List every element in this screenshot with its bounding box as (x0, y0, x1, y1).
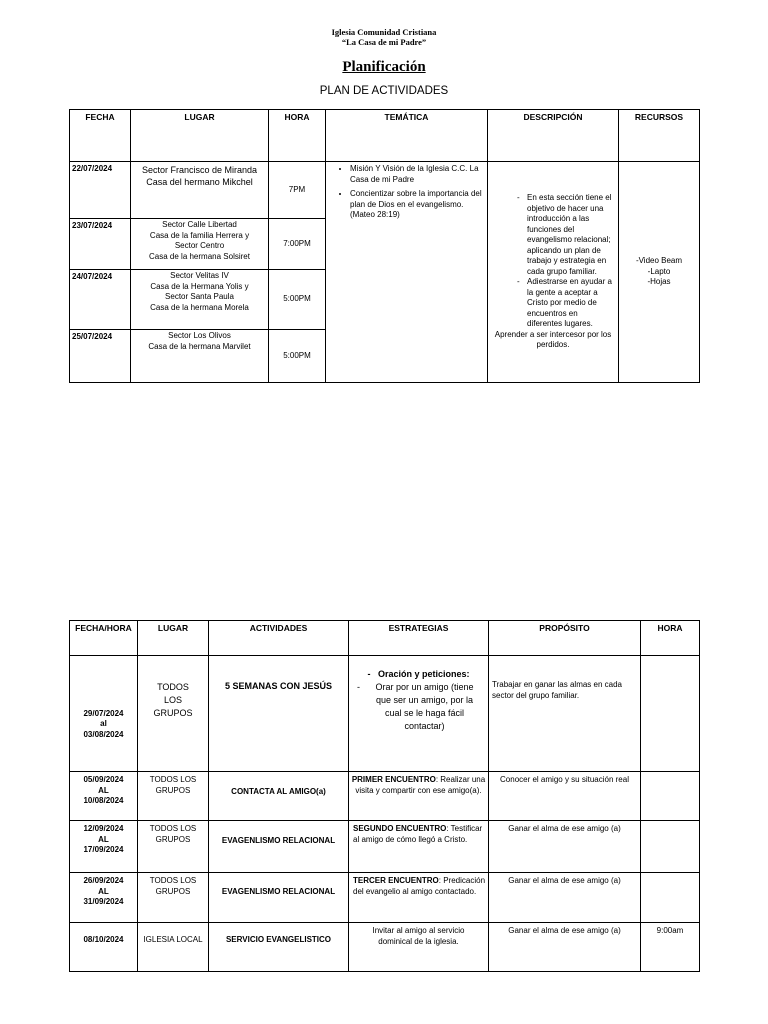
hora-cell: 7PM (269, 162, 326, 219)
lugar-line: Casa de la hermana Morela (150, 302, 249, 312)
column-header-descripcion: DESCRIPCIÓN (488, 110, 619, 162)
tematica-cell (326, 162, 488, 383)
column-header-lugar: LUGAR (138, 621, 209, 656)
tematica-item: • Concientizar sobre la importancia del plan de Dios en el evangelismo. (Mateo 28:19) (350, 189, 485, 221)
actividad-cell: CONTACTA AL AMIGO(a) (209, 772, 349, 821)
column-header-proposito: PROPÓSITO (489, 621, 641, 656)
table-row (70, 656, 700, 772)
column-header-hora: HORA (641, 621, 700, 656)
estrategia-cell: Invitar al amigo al servicio dominical de la iglesia. (349, 923, 489, 972)
dash-marker: - (357, 682, 360, 692)
lugar-cell: TODOS LOS GRUPOS (138, 821, 209, 873)
recursos-cell (619, 162, 700, 383)
fecha-line: 10/08/2024 (83, 796, 124, 805)
fecha-line: 05/09/2024 (83, 775, 124, 784)
estrategia-text: : Predicación del evangelio al amigo contactado. (353, 876, 486, 896)
lugar-line: Casa del hermano Mikchel (146, 177, 253, 187)
hora-cell: 5:00PM (269, 270, 326, 330)
column-header-hora: HORA (269, 110, 326, 162)
estrategia-title: - Oración y peticiones: (367, 669, 470, 679)
recurso-item: -Lapto (647, 266, 671, 276)
fecha-cell: 08/10/2024 (70, 923, 138, 972)
descripcion-extra: Aprender a ser intercesor por los perdidos. (494, 329, 612, 350)
table-header-row (70, 110, 700, 162)
fecha-cell: 23/07/2024 (70, 219, 131, 270)
lugar-line: Sector Los Olivos (168, 331, 231, 340)
hora-cell: 9:00am (641, 923, 700, 972)
hora-cell: 7:00PM (269, 219, 326, 270)
fecha-cell: 25/07/2024 (70, 330, 131, 383)
lugar-cell (131, 330, 269, 383)
estrategia-label: PRIMER ENCUENTRO (351, 775, 436, 784)
fecha-cell (70, 821, 138, 873)
fecha-line: AL (98, 886, 109, 896)
fecha-cell (70, 772, 138, 821)
lugar-cell: TODOS LOS GRUPOS (138, 772, 209, 821)
lugar-cell (131, 162, 269, 219)
column-header-actividades: ACTIVIDADES (209, 621, 349, 656)
hora-cell (641, 873, 700, 923)
lugar-line: Casa de la hermana Marvilet (148, 341, 251, 351)
proposito-cell: Ganar el alma de ese amigo (a) (489, 923, 641, 972)
proposito-cell: Ganar el alma de ese amigo (a) (489, 821, 641, 873)
estrategia-cell (349, 873, 489, 923)
lugar-line: Casa de la hermana Solsiret (149, 251, 250, 261)
estrategia-text: : Realizar una visita y compartir con ese amigo(a). (355, 775, 486, 795)
proposito-cell: Trabajar en ganar las almas en cada sector del grupo familiar. (489, 656, 641, 772)
proposito-cell: Conocer el amigo y su situación real (489, 772, 641, 821)
lugar-line: Sector Centro (174, 241, 225, 250)
recurso-item: -Hojas (647, 277, 671, 287)
hora-cell: 5:00PM (269, 330, 326, 383)
fecha-line: AL (98, 834, 109, 844)
fecha-cell (70, 656, 138, 772)
recurso-item: -Video Beam (635, 256, 683, 266)
fecha-line: 26/09/2024 (83, 876, 124, 885)
column-header-tematica: TEMÁTICA (326, 110, 488, 162)
lugar-line: Casa de la Hermana Yolis y (150, 281, 249, 291)
column-header-lugar: LUGAR (131, 110, 269, 162)
actividad-cell: EVAGENLISMO RELACIONAL (209, 821, 349, 873)
column-header-fecha: FECHA (70, 110, 131, 162)
table-row (70, 162, 700, 219)
lugar-line: Casa de la familia Herrera y (149, 230, 250, 240)
fecha-cell: 24/07/2024 (70, 270, 131, 330)
activities-plan-table (69, 109, 700, 383)
fecha-line: 17/09/2024 (83, 845, 124, 854)
fecha-line: al (100, 719, 107, 729)
hora-cell (641, 772, 700, 821)
tematica-item: • Misión Y Visión de la Iglesia C.C. La Casa de mi Padre (350, 164, 485, 185)
lugar-line: Sector Velitas IV (170, 271, 229, 280)
lugar-cell (131, 219, 269, 270)
actividad-cell: SERVICIO EVANGELISTICO (209, 923, 349, 972)
column-header-recursos: RECURSOS (619, 110, 700, 162)
descripcion-item: - Adiestrarse en ayudar a la gente a aceptar a Cristo por medio de encuentros en diferentes lugares. (527, 277, 615, 330)
estrategia-cell (349, 821, 489, 873)
descripcion-cell (488, 162, 619, 383)
church-name-line2: “La Casa de mi Padre” (341, 37, 427, 47)
table-row (70, 821, 700, 873)
estrategia-cell (349, 772, 489, 821)
lugar-line: Sector Calle Libertad (162, 220, 237, 229)
lugar-cell: TODOS LOS GRUPOS (138, 656, 209, 772)
fecha-line: 12/09/2024 (83, 824, 124, 833)
fecha-cell (70, 873, 138, 923)
fecha-line: 31/09/2024 (83, 897, 124, 906)
table-row (70, 923, 700, 972)
estrategia-item-text: Orar por un amigo (tiene que ser un amigo, por la cual se le haga fácil contactar) (375, 682, 474, 731)
page-subtitle: PLAN DE ACTIVIDADES (319, 85, 449, 97)
lugar-line: Sector Francisco de Miranda (141, 165, 258, 175)
hora-cell (641, 821, 700, 873)
estrategia-label: TERCER ENCUENTRO (353, 876, 439, 885)
column-header-fecha-hora: FECHA/HORA (70, 621, 138, 656)
church-name (0, 27, 768, 47)
lugar-cell: TODOS LOS GRUPOS (138, 873, 209, 923)
fecha-line: 29/07/2024 (83, 708, 124, 718)
fecha-line: 03/08/2024 (83, 729, 124, 739)
lugar-line: Sector Santa Paula (165, 292, 234, 301)
page-title: Planificación (342, 59, 426, 75)
column-header-estrategias: ESTRATEGIAS (349, 621, 489, 656)
church-name-line1: Iglesia Comunidad Cristiana (331, 27, 437, 37)
estrategia-title-text: Oración y peticiones: (377, 669, 470, 679)
strategies-table (69, 620, 700, 972)
proposito-cell: Ganar el alma de ese amigo (a) (489, 873, 641, 923)
lugar-cell: IGLESIA LOCAL (138, 923, 209, 972)
estrategia-item (351, 681, 486, 733)
estrategia-text: : Testificar al amigo de cómo llegó a Cristo. (353, 824, 483, 844)
hora-cell (641, 656, 700, 772)
fecha-line: AL (98, 785, 109, 795)
table-header-row (70, 621, 700, 656)
descripcion-item: - En esta sección tiene el objetivo de hacer una introducción a las funciones del evangelismo relacional; aplicando un plan de trabajo y estrategia en cada grupo familiar. (527, 193, 615, 277)
fecha-cell: 22/07/2024 (70, 162, 131, 219)
actividad-cell: 5 SEMANAS CON JESÚS (209, 656, 349, 772)
table-row (70, 873, 700, 923)
lugar-cell (131, 270, 269, 330)
actividad-cell: EVAGENLISMO RELACIONAL (209, 873, 349, 923)
estrategia-label: SEGUNDO ENCUENTRO (353, 824, 447, 833)
table-row (70, 772, 700, 821)
estrategia-cell (349, 656, 489, 772)
